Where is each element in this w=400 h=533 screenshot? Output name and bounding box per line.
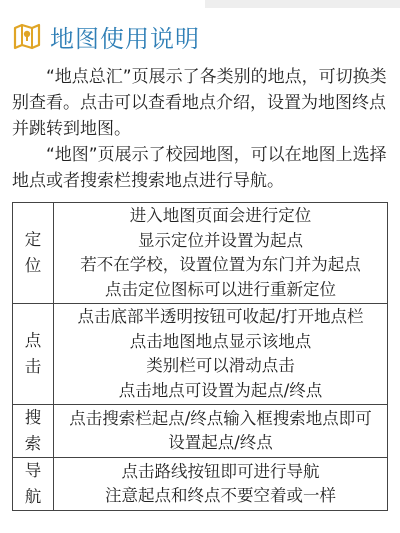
intro-paragraph: “地图”页展示了校园地图，可以在地图上选择地点或者搜索栏搜索地点进行导航。 (12, 145, 387, 191)
instruction-line: 若不在学校，设置位置为东门并为起点 (80, 255, 361, 274)
instruction-cell (54, 304, 388, 405)
table-row (13, 203, 388, 304)
instruction-line: 点击定位图标可以进行重新定位 (105, 279, 336, 299)
map-icon (12, 21, 42, 51)
category-cell (13, 405, 54, 458)
instruction-line: 注意起点和终点不要空着或一样 (105, 486, 336, 505)
instruction-line: 进入地图页面会进行定位 (129, 206, 312, 225)
top-bar (205, 0, 400, 8)
instruction-cell (54, 203, 388, 304)
instruction-line: 点击地图地点显示该地点 (129, 331, 312, 351)
category-cell (13, 203, 54, 304)
category-cell (13, 304, 54, 405)
table-row (13, 458, 388, 511)
intro-text (12, 64, 390, 194)
category-click: 点击 (24, 331, 42, 376)
category-cell (13, 458, 54, 511)
page-title: 地图使用说明 (50, 24, 200, 53)
table-row (13, 405, 388, 458)
category-search: 搜索 (24, 408, 42, 453)
instruction-line: 点击路线按钮即可进行导航 (121, 461, 320, 481)
instruction-line: 显示定位并设置为起点 (138, 230, 303, 250)
intro-paragraph: “地点总汇”页展示了各类别的地点，可切换类别查看。点击可以查看地点介绍，设置为地图终点并跳转到地图。 (12, 67, 387, 139)
instruction-cell (54, 458, 388, 511)
instruction-line: 点击搜索栏起点/终点输入框搜索地点即可 (69, 408, 372, 428)
instruction-line: 类别栏可以滑动点击 (146, 356, 295, 375)
instruction-line: 点击地点可设置为起点/终点 (118, 380, 323, 400)
category-locate: 定位 (24, 230, 42, 275)
instruction-cell (54, 405, 388, 458)
usage-table (12, 202, 388, 511)
instruction-line: 点击底部半透明按钮可收起/打开地点栏 (77, 307, 364, 326)
category-navigate: 导航 (24, 461, 42, 506)
table-row (13, 304, 388, 405)
instruction-line: 设置起点/终点 (168, 433, 273, 452)
page-header (12, 18, 200, 54)
